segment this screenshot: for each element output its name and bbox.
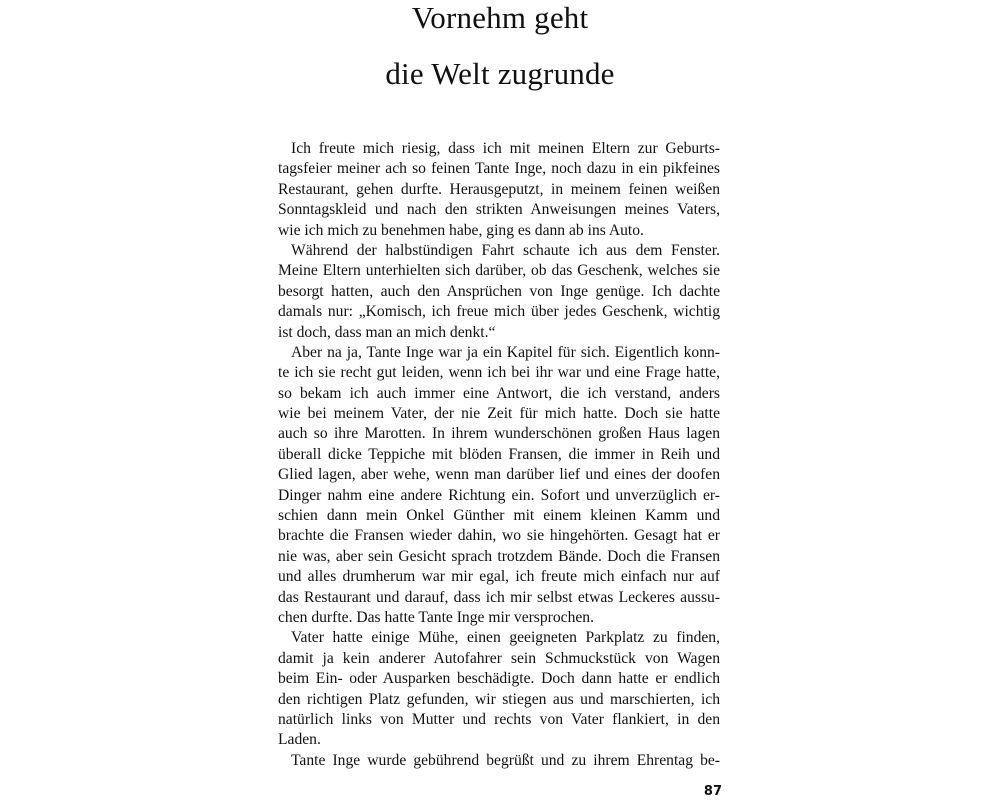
text-line: beim Ein- oder Ausparken beschädigte. Doch dann hatte er endlich <box>278 670 720 688</box>
text-line: Während der halbstündigen Fahrt schaute ich aus dem Fenster. <box>291 241 720 259</box>
text-line: Glied lagen, aber wehe, wenn man darüber lief und eines der doofen <box>278 466 720 484</box>
text-line: Tante Inge wurde gebührend begrüßt und zu ihrem Ehrentag be- <box>291 751 720 769</box>
text-line: schien dann mein Onkel Günther mit einem kleinen Kamm und <box>278 507 720 525</box>
chapter-title-line-2: die Welt zugrunde <box>385 56 615 91</box>
text-line: besorgt hatten, auch den Ansprüchen von Inge genüge. Ich dachte <box>278 282 720 300</box>
text-line: Ich freute mich riesig, dass ich mit meinen Eltern zur Geburts- <box>291 140 720 157</box>
text-line: auch so ihre Marotten. In ihrem wunderschönen großen Haus lagen <box>278 425 720 443</box>
text-line: Aber na ja, Tante Inge war ja ein Kapitel für sich. Eigentlich konn- <box>291 343 720 361</box>
text-line: Meine Eltern unterhielten sich darüber, ob das Geschenk, welches sie <box>278 262 720 280</box>
text-line: te ich sie recht gut leiden, wenn ich bei ihr war und eine Frage hatte, <box>278 364 720 382</box>
text-line: Laden. <box>278 731 321 749</box>
paragraph <box>278 628 720 750</box>
text-line: Restaurant, gehen durfte. Herausgeputzt, in meinem feinen weißen <box>278 180 720 198</box>
text-line: Vater hatte einige Mühe, einen geeigneten Parkplatz zu finden, <box>291 629 720 647</box>
text-line: damals nur: „Komisch, ich freue mich über jedes Geschenk, wichtig <box>278 303 720 321</box>
text-line: brachte die Fransen wieder dahin, wo sie hingehörten. Gesagt hat er <box>278 527 720 545</box>
chapter-title-line-1: Vornehm geht <box>411 0 589 35</box>
text-line: chen durfte. Das hatte Tante Inge mir versprochen. <box>278 608 595 626</box>
text-line: und alles drumherum war mir egal, ich freute mich einfach nur auf <box>278 568 720 586</box>
paragraph <box>278 751 720 771</box>
paragraph <box>278 343 720 628</box>
text-line: natürlich links von Mutter und rechts von Vater flankiert, in den <box>278 710 720 728</box>
text-line: den richtigen Platz gefunden, wir stiegen aus und marschierten, ich <box>278 690 720 708</box>
text-line: wie bei meinem Vater, der nie Zeit für mich hatte. Doch sie hatte <box>278 405 720 423</box>
text-line: damit ja kein anderer Autofahrer sein Schmuckstück von Wagen <box>278 649 720 667</box>
text-line: ist doch, dass man an mich denkt.“ <box>278 323 496 341</box>
text-line: wie ich mich zu benehmen habe, ging es dann ab ins Auto. <box>278 221 644 239</box>
chapter-body <box>278 139 720 771</box>
paragraph <box>278 139 720 241</box>
text-line: so bekam ich auch immer eine Antwort, die ich verstand, anders <box>278 384 720 402</box>
paragraph <box>278 241 720 343</box>
text-line: Dinger nahm eine andere Richtung ein. Sofort und unverzüglich er- <box>278 486 720 504</box>
text-line: nie was, aber sein Gesicht sprach trotzdem Bände. Doch die Fransen <box>278 547 720 565</box>
text-line: Sonntagskleid und nach den strikten Anweisungen meines Vaters, <box>278 201 720 219</box>
text-line: tagsfeier meiner ach so feinen Tante Inge, noch dazu in ein pikfeines <box>278 160 720 178</box>
text-line: überall dicke Teppiche mit blöden Fransen, die immer in Reih und <box>278 445 720 463</box>
text-line: das Restaurant und darauf, dass ich mir selbst etwas Leckeres aussu- <box>278 588 720 606</box>
page-number: 87 <box>703 784 722 799</box>
